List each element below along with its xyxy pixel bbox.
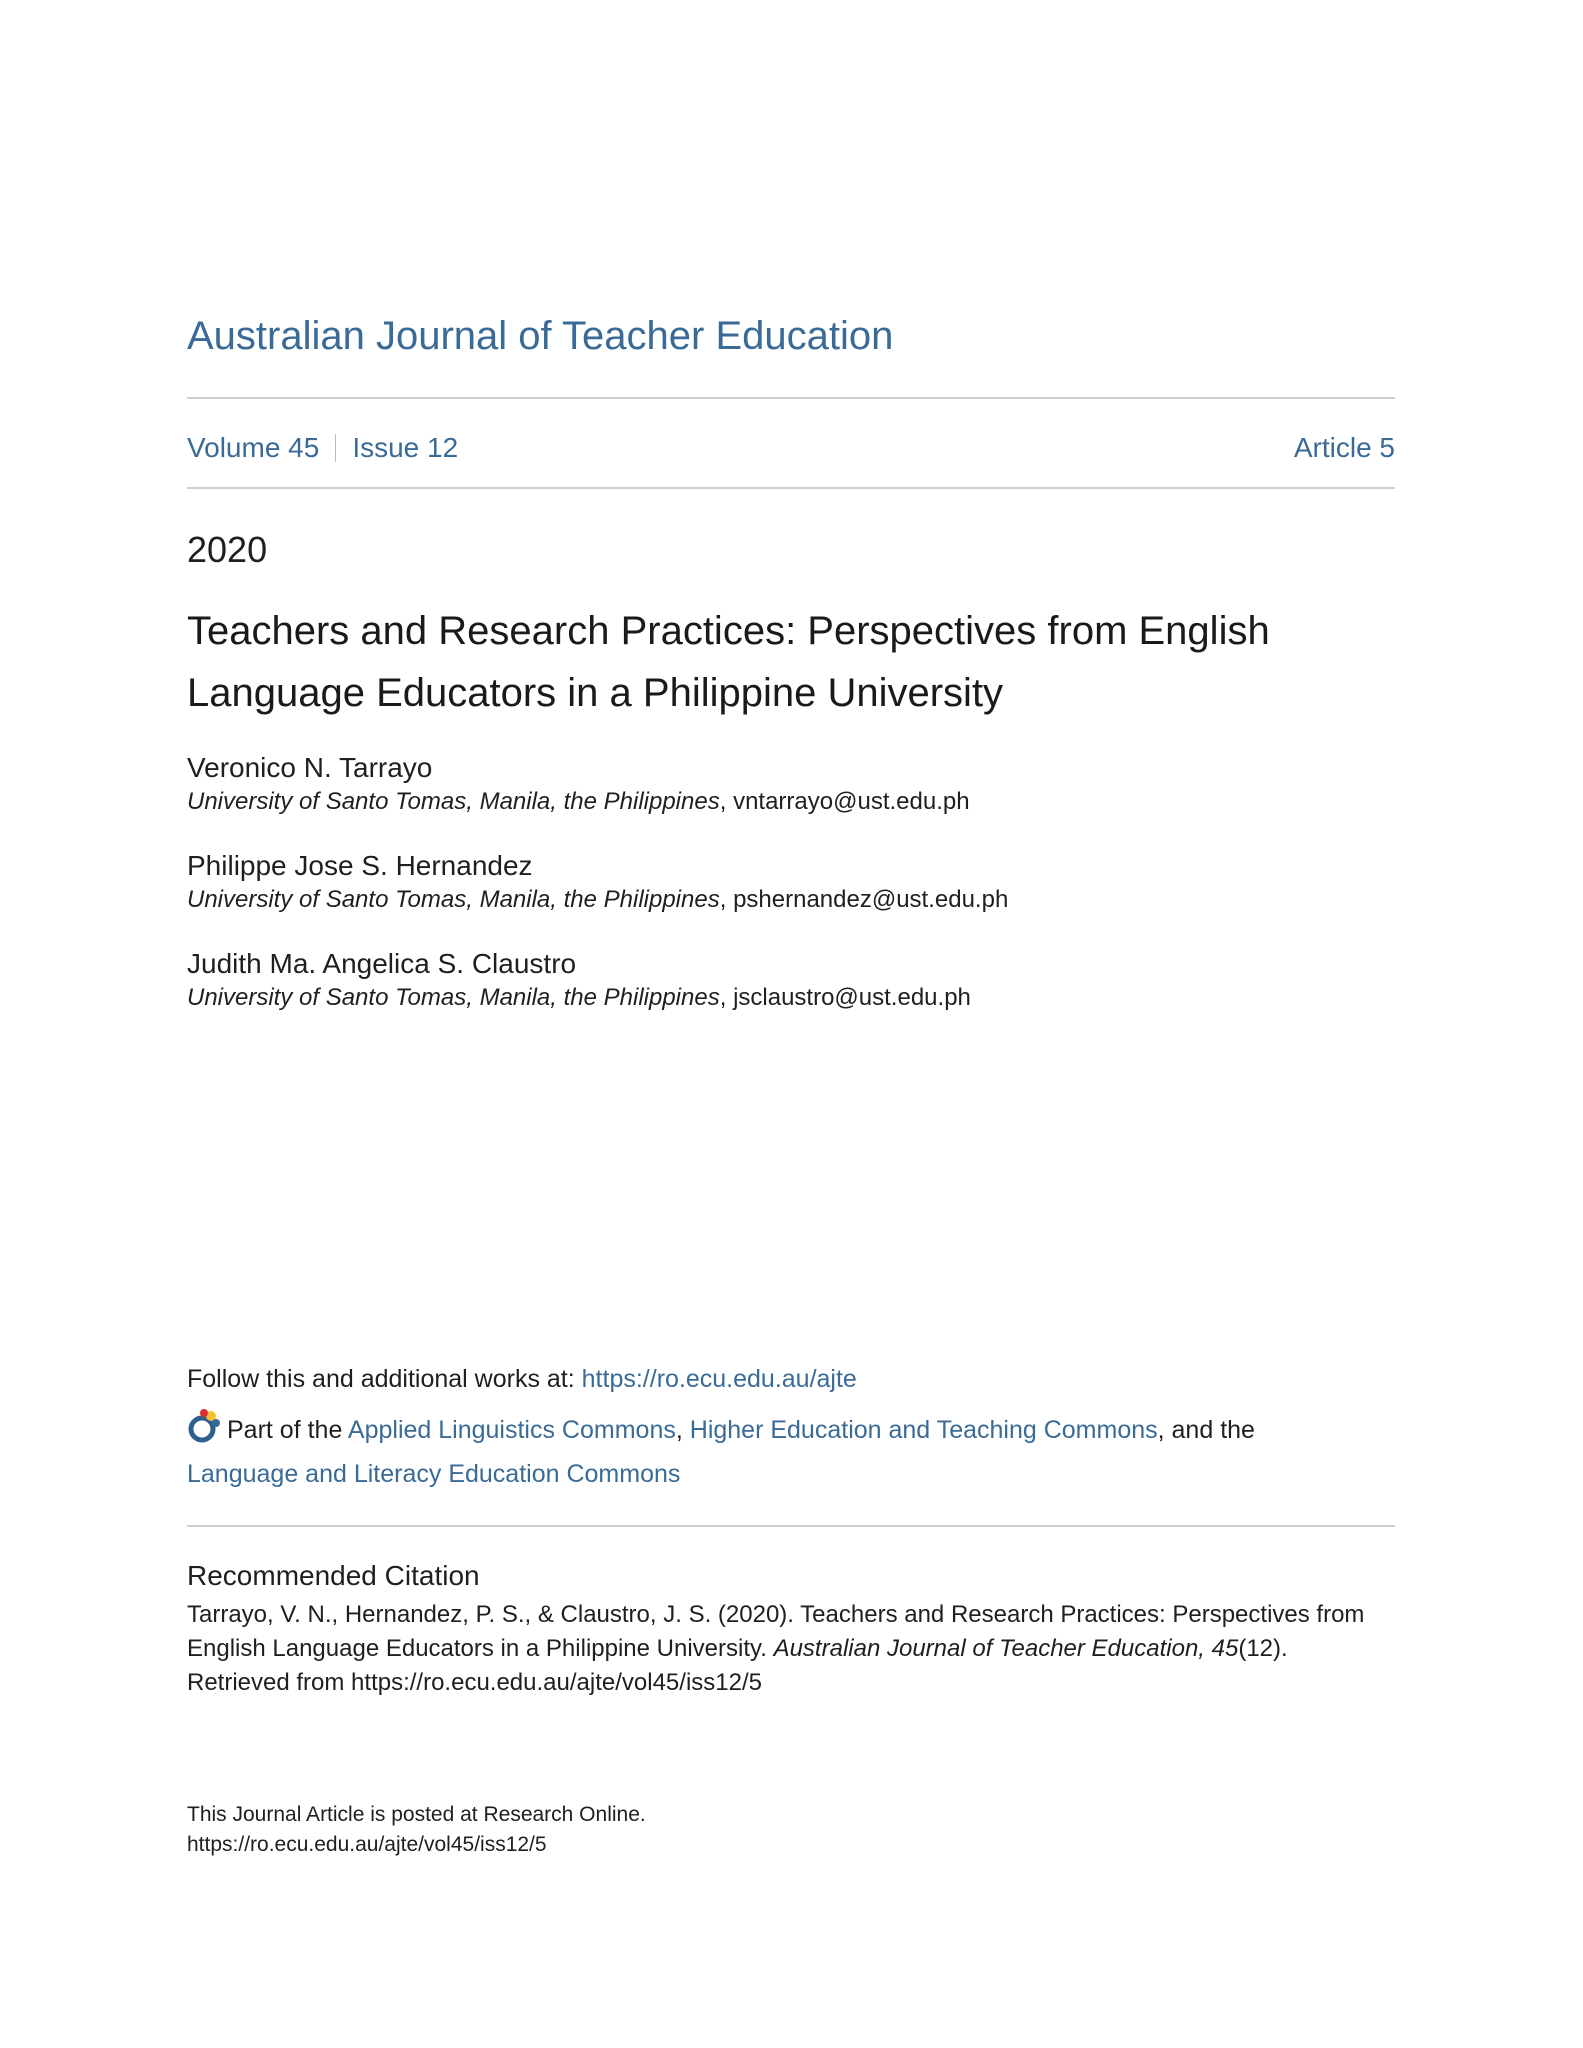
- author-affiliation: University of Santo Tomas, Manila, the Philippines, pshernandez@ust.edu.ph: [187, 886, 1009, 913]
- journal-title-link[interactable]: Australian Journal of Teacher Education: [187, 314, 894, 358]
- author-name: Judith Ma. Angelica S. Claustro: [187, 948, 577, 979]
- author-affiliation: University of Santo Tomas, Manila, the Philippines, jsclaustro@ust.edu.ph: [187, 984, 971, 1011]
- article-link[interactable]: Article 5: [1293, 432, 1395, 463]
- citation-retrieved: Retrieved from https://ro.ecu.edu.au/ajte/vol45/iss12/5: [187, 1669, 762, 1696]
- author-entry: [187, 848, 1395, 916]
- citation-issue: (12).: [1238, 1635, 1288, 1662]
- recommended-citation: [187, 1558, 1395, 1700]
- author-list: [187, 750, 1395, 1044]
- author-institution: University of Santo Tomas, Manila, the Philippines: [187, 984, 720, 1011]
- citation-text: Tarrayo, V. N., Hernandez, P. S., & Claustro, J. S. (2020). Teachers and Research Practices: Perspectives from English Language Educators in a Philippine University.: [187, 1601, 1365, 1662]
- author-entry: [187, 946, 1395, 1014]
- commons-prefix: Part of the: [227, 1416, 348, 1444]
- author-entry: [187, 750, 1395, 818]
- publication-year: 2020: [187, 529, 268, 570]
- issue-link[interactable]: Issue 12: [352, 432, 459, 463]
- commons-separator: ,: [675, 1416, 690, 1444]
- author-email: pshernandez@ust.edu.ph: [733, 886, 1009, 913]
- posted-notice: [187, 1800, 646, 1860]
- divider-citation: [187, 1525, 1395, 1527]
- divider-bottom: [187, 487, 1395, 489]
- author-email: vntarrayo@ust.edu.ph: [733, 788, 970, 815]
- author-institution: University of Santo Tomas, Manila, the Philippines: [187, 788, 720, 815]
- volume-link[interactable]: Volume 45: [187, 432, 320, 463]
- commons-network-icon: [187, 1408, 223, 1444]
- author-name: Veronico N. Tarrayo: [187, 752, 433, 783]
- divider-top: [187, 397, 1395, 399]
- article-title: Teachers and Research Practices: Perspectives from English Language Educators in a Philippine University: [187, 609, 1270, 715]
- citation-body: [187, 1598, 1395, 1700]
- higher-education-commons-link[interactable]: Higher Education and Teaching Commons: [689, 1416, 1158, 1444]
- follow-line: [187, 1362, 857, 1396]
- author-name: Philippe Jose S. Hernandez: [187, 850, 533, 881]
- posted-url: https://ro.ecu.edu.au/ajte/vol45/iss12/5: [187, 1833, 547, 1856]
- author-email: jsclaustro@ust.edu.ph: [733, 984, 971, 1011]
- citation-journal: Australian Journal of Teacher Education, 45: [773, 1635, 1239, 1662]
- author-affiliation: University of Santo Tomas, Manila, the Philippines, vntarrayo@ust.edu.ph: [187, 788, 970, 815]
- repository-link[interactable]: https://ro.ecu.edu.au/ajte: [581, 1365, 857, 1393]
- posted-line: This Journal Article is posted at Research Online.: [187, 1803, 646, 1826]
- author-institution: University of Santo Tomas, Manila, the Philippines: [187, 886, 720, 913]
- citation-heading: Recommended Citation: [187, 1560, 480, 1591]
- commons-line: [187, 1408, 1395, 1496]
- volume-issue-separator: [335, 434, 336, 462]
- volume-issue-row: [187, 430, 1395, 466]
- language-literacy-commons-link[interactable]: Language and Literacy Education Commons: [187, 1460, 681, 1488]
- applied-linguistics-commons-link[interactable]: Applied Linguistics Commons: [347, 1416, 676, 1444]
- follow-text: Follow this and additional works at:: [187, 1365, 582, 1393]
- commons-separator: , and the: [1157, 1416, 1255, 1444]
